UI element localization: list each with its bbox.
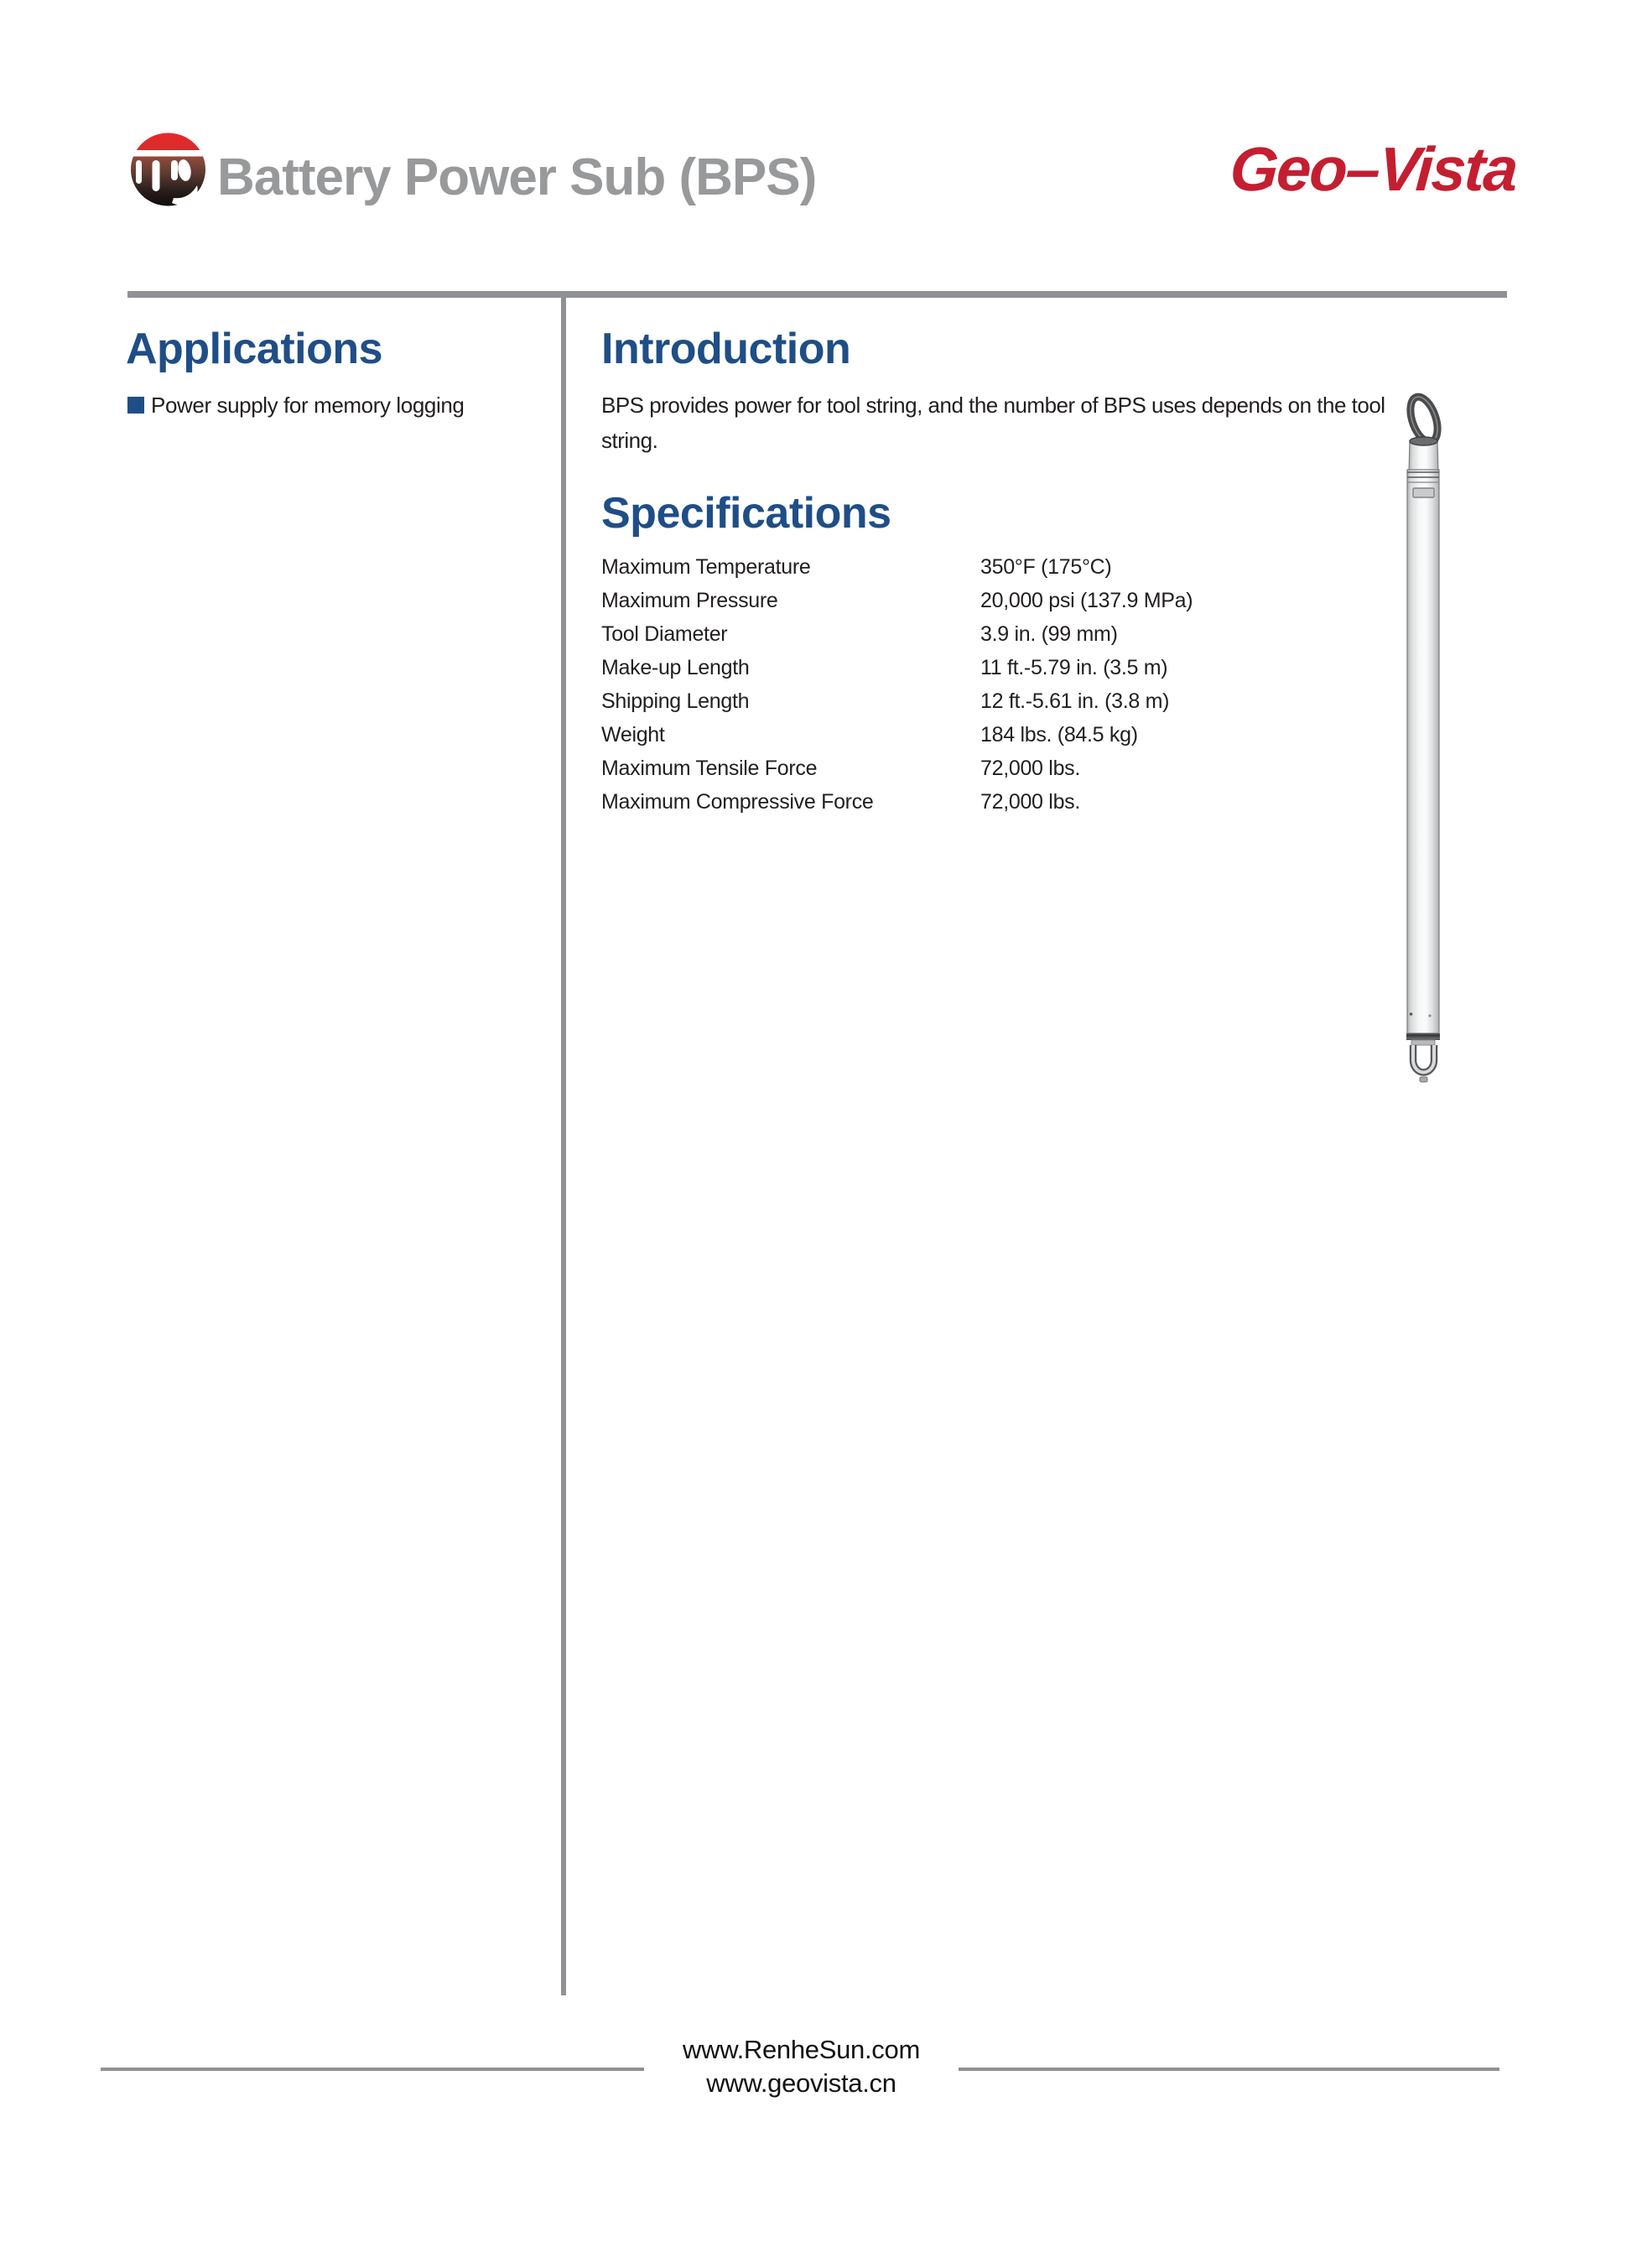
spec-value: 72,000 lbs. (980, 789, 1081, 814)
tool-illustration (1390, 386, 1442, 1084)
spec-row (601, 752, 1356, 785)
footer-url-primary: www.RenheSun.com (683, 2035, 920, 2064)
spec-label: Maximum Temperature (601, 554, 811, 579)
spec-value: 350°F (175°C) (980, 554, 1112, 579)
spec-value: 184 lbs. (84.5 kg) (980, 722, 1138, 746)
spec-row (601, 718, 1356, 752)
spec-row (601, 550, 1356, 584)
spec-label: Maximum Tensile Force (601, 756, 818, 780)
application-list-item (127, 394, 464, 417)
page-title: Battery Power Sub (BPS) (217, 148, 817, 206)
footer-url-secondary: www.geovista.cn (706, 2068, 896, 2098)
footer-rule-right (959, 2068, 1499, 2071)
header-divider-bar (127, 291, 1507, 298)
spec-label: Shipping Length (601, 689, 750, 713)
spec-value: 3.9 in. (99 mm) (980, 622, 1118, 646)
spec-value: 72,000 lbs. (980, 756, 1081, 780)
spec-label: Make-up Length (601, 655, 750, 679)
spec-value: 20,000 psi (137.9 MPa) (980, 588, 1193, 612)
spec-label: Maximum Compressive Force (601, 789, 874, 814)
footer-urls (590, 2033, 1013, 2100)
bullet-square-icon (127, 397, 144, 414)
spec-row (601, 584, 1356, 617)
spec-row (601, 785, 1356, 819)
footer-rule-left (101, 2068, 644, 2071)
company-logo-icon (130, 133, 206, 206)
spec-value: 12 ft.-5.61 in. (3.8 m) (980, 689, 1170, 713)
specifications-table (601, 550, 1356, 819)
column-divider-line (561, 298, 566, 1995)
application-item-label: Power supply for memory logging (151, 393, 465, 418)
spec-row (601, 651, 1356, 684)
spec-label: Maximum Pressure (601, 588, 778, 612)
applications-heading: Applications (126, 325, 383, 373)
brand-logo: Geo–Vista (1227, 134, 1519, 204)
spec-label: Weight (601, 722, 665, 746)
specifications-heading: Specifications (601, 489, 891, 538)
spec-value: 11 ft.-5.79 in. (3.5 m) (980, 655, 1168, 679)
introduction-heading: Introduction (601, 325, 851, 373)
introduction-paragraph: BPS provides power for tool string, and the number of BPS uses depends on the tool string. (601, 393, 1385, 453)
spec-label: Tool Diameter (601, 622, 728, 646)
spec-row (601, 617, 1356, 651)
spec-row (601, 684, 1356, 718)
